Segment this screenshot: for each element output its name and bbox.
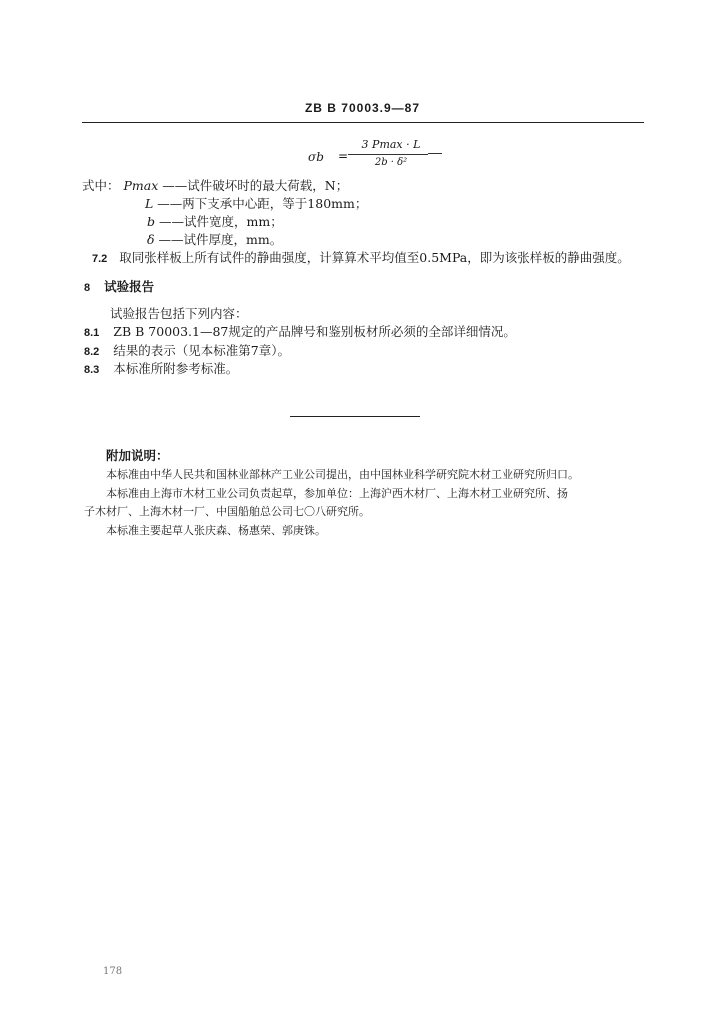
end-rule: [290, 416, 420, 417]
section-title: 试验报告: [104, 279, 155, 294]
notes-line-2a: 本标准由上海市木材工业公司负责起草，参加单位：上海沪西木材厂、上海木材工业研究所、扬: [106, 487, 568, 500]
clause-text: 取同张样板上所有试件的静曲强度，计算算术平均值至0.5MPa，即为该张样板的静曲强度。: [119, 250, 630, 265]
clause-number: 7.2: [92, 253, 108, 265]
definition-line-pmax: [82, 176, 348, 194]
section-number: 8: [84, 282, 91, 294]
definition-line-l: [145, 194, 367, 212]
definition-line-b: [147, 212, 283, 230]
definition-symbol: b: [147, 214, 156, 229]
definitions-intro: 式中：: [82, 178, 120, 193]
formula-lhs: σb: [308, 150, 324, 164]
definition-text: ——试件破坏时的最大荷载，N；: [162, 178, 349, 193]
standard-code-header: ZB B 70003.9—87: [304, 101, 421, 115]
item-number: 8.3: [84, 364, 100, 376]
page-number: 178: [103, 966, 123, 977]
notes-line-1: 本标准由中华人民共和国林业部林产工业公司提出，由中国林业科学研究院木材工业研究所归口。: [106, 468, 579, 481]
formula-numerator: 3 Pmax · L: [361, 138, 421, 151]
section-8-intro: 试验报告包括下列内容：: [110, 306, 248, 321]
definition-line-delta: [147, 230, 282, 248]
definition-symbol: δ: [147, 232, 155, 247]
report-item-8-3: [84, 359, 238, 377]
notes-line-2b: 子木材厂、上海木材一厂、中国船舶总公司七〇八研究所。: [84, 505, 370, 518]
report-item-8-1: [84, 322, 516, 340]
header-rule: [82, 122, 644, 123]
item-text: 本标准所附参考标准。: [113, 361, 239, 376]
bending-strength-formula: [300, 138, 460, 172]
item-text: ZB B 70003.1—87规定的产品牌号和鉴别板材所必须的全部详细情况。: [113, 324, 516, 339]
definition-text: ——两下支承中心距，等于180mm；: [157, 196, 368, 211]
clause-7-2: [92, 248, 630, 266]
formula-equals: =: [338, 149, 349, 163]
definition-text: ——试件厚度，mm。: [158, 232, 283, 247]
definition-symbol: L: [145, 196, 154, 211]
formula-denominator: 2b · δ²: [374, 157, 408, 168]
notes-title: 附加说明：: [106, 448, 169, 463]
item-number: 8.1: [84, 327, 100, 339]
definition-text: ——试件宽度，mm；: [159, 214, 283, 229]
definition-symbol: Pmax: [123, 178, 159, 193]
fraction-tail: [428, 153, 442, 154]
section-8-heading: [84, 277, 154, 295]
item-text: 结果的表示（见本标准第7章）。: [113, 343, 290, 358]
report-item-8-2: [84, 341, 290, 359]
notes-line-3: 本标准主要起草人张庆森、杨惠荣、郭庚铢。: [106, 524, 326, 537]
item-number: 8.2: [84, 346, 100, 358]
fraction-bar: [348, 154, 428, 155]
